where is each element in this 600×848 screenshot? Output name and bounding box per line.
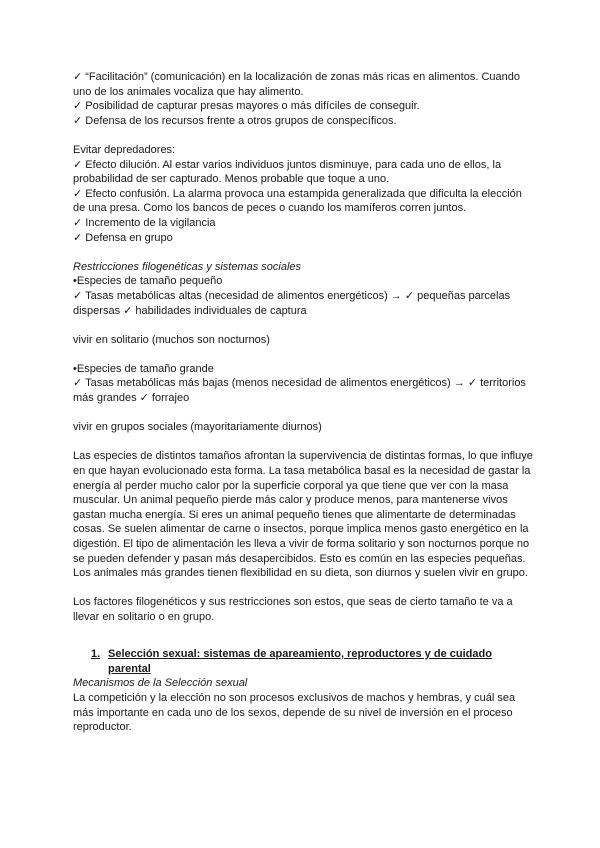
small-species-result: vivir en solitario (muchos son nocturnos) xyxy=(73,333,270,346)
restrictions-subtitle: Restricciones filogenéticas y sistemas sociales xyxy=(73,260,302,273)
benefit-facilitation: ✓ “Facilitación” (comunicación) en la localización de zonas más ricas en alimentos. Cuando uno de los animales vocaliza que hay alimento. xyxy=(73,71,520,98)
section-title: Selección sexual: sistemas de apareamiento, reproductores y de cuidado parental xyxy=(108,648,492,675)
predators-dilution: ✓ Efecto dilución. Al estar varios individuos juntos disminuye, para cada uno de ellos, la probabilidad de ser capturado. Menos probable que toque a uno. xyxy=(73,158,502,186)
section-subtitle: Mecanismos de la Selección sexual xyxy=(73,677,248,690)
predators-confusion: ✓ Efecto confusión. La alarma provoca una estampida generalizada que dificulta la elección de una presa. Como los bancos de peces o cuando los mamíferos corren juntos. xyxy=(73,187,522,215)
document-page xyxy=(73,70,533,735)
paragraph-large-animals: Los animales más grandes tienen flexibilidad en su dieta, son diurnos y suelen vivir en grupo. xyxy=(73,567,528,580)
large-species-title: •Especies de tamaño grande xyxy=(73,362,214,375)
large-species-result: vivir en grupos sociales (mayoritariamente diurnos) xyxy=(73,421,322,434)
paragraph-phylogenetic: Los factores filogenéticos y sus restricciones son estos, que seas de cierto tamaño te va a llevar en solitario o en grupo. xyxy=(73,596,513,623)
paragraph-metabolism: Las especies de distintos tamaños afrontan la supervivencia de distintas formas, lo que influye en que hayan evolucionado esta forma. La tasa metabólica basal es la necesidad de gastar la energía al perder mucho calor por la superficie corporal ya que tiene que ver con la masa muscular. Un animal pequeño pierde más calor y produce menos, para mantenerse vivos gastan mucha energía. Si eres un animal pequeño tienes que alimentarte de determinadas cosas. Se suelen alimentar de carne o insectos, porque implica menos gasto energético en la digestión. El tipo de alimentación les lleva a vivir de forma solitario y son nocturnos porque no se pueden defender y pasan más desapercibidos. Esto es común en las especies pequeñas. xyxy=(73,450,533,565)
small-species-desc: ✓ Tasas metabólicas altas (necesidad de alimentos energéticos) → ✓ pequeñas parcelas dispersas ✓ habilidades individuales de captura xyxy=(73,289,511,317)
section-heading xyxy=(91,647,533,676)
predators-vigilance: ✓ Incremento de la vigilancia xyxy=(73,216,216,229)
small-species-title: •Especies de tamaño pequeño xyxy=(73,275,223,288)
large-species-desc: ✓ Tasas metabólicas más bajas (menos necesidad de alimentos energéticos) → ✓ territorios más grandes ✓ forrajeo xyxy=(73,377,526,405)
predators-title: Evitar depredadores: xyxy=(73,143,176,156)
benefit-resource-defense: ✓ Defensa de los recursos frente a otros grupos de conspecíficos. xyxy=(73,114,397,127)
benefit-larger-prey: ✓ Posibilidad de capturar presas mayores o más difíciles de conseguir. xyxy=(73,100,420,113)
predators-group-defense: ✓ Defensa en grupo xyxy=(73,231,173,244)
section-text: La competición y la elección no son procesos exclusivos de machos y hembras, y cuál sea más importante en cada uno de los sexos, depende de su nivel de inversión en el proceso reproductor. xyxy=(73,691,516,734)
section-number: 1. xyxy=(91,648,101,661)
